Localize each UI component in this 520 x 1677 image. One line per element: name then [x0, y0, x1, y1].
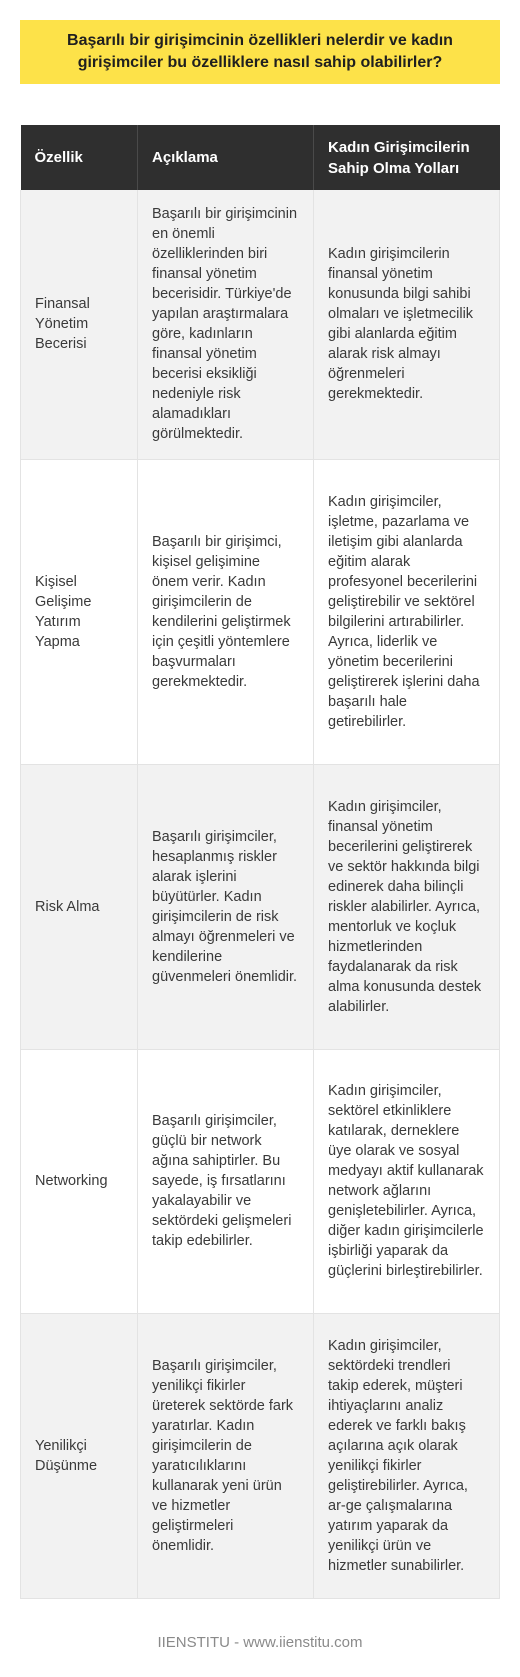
ways-cell: Kadın girişimciler, sektördeki trendleri takip ederek, müşteri ihtiyaçlarını analiz ederek ve farklı bakış açılarına açık olarak yenilikçi fikirler geliştirebilirler. Ayrıca, ar-ge çalışmalarına yatırım yaparak da yenilikçi ürün ve hizmetler sunabilirler. — [314, 1313, 500, 1598]
description-cell: Başarılı girişimciler, güçlü bir network ağına sahiptirler. Bu sayede, iş fırsatlarını yakalayabilir ve sektördeki gelişmeleri takip edebilirler. — [138, 1049, 314, 1313]
feature-cell: Kişisel Gelişime Yatırım Yapma — [21, 459, 138, 764]
feature-cell: Yenilikçi Düşünme — [21, 1313, 138, 1598]
feature-cell: Networking — [21, 1049, 138, 1313]
description-cell: Başarılı bir girişimci, kişisel gelişimine önem verir. Kadın girişimcilerin de kendilerini geliştirmek için çeşitli yöntemlere başvurmaları gerekmektedir. — [138, 459, 314, 764]
feature-cell: Finansal Yönetim Becerisi — [21, 190, 138, 459]
table-row — [21, 1049, 500, 1313]
table-row — [21, 764, 500, 1049]
ways-cell: Kadın girişimciler, finansal yönetim becerilerini geliştirerek ve sektör hakkında bilgi edinerek daha bilinçli riskler alabilirler. Ayrıca, mentorluk ve koçluk hizmetlerinden faydalanarak da risk alma konusunda destek alabilirler. — [314, 764, 500, 1049]
footer-credit: IIENSTITU - www.iienstitu.com — [157, 1634, 363, 1651]
ways-cell: Kadın girişimciler, sektörel etkinliklere katılarak, derneklere üye olarak ve sosyal medyayı aktif kullanarak network ağlarını genişletebilirler. Ayrıca, diğer kadın girişimcilerle işbirliği yaparak da güçlerini birleştirebilirler. — [314, 1049, 500, 1313]
column-header-ways: Kadın Girişimcilerin Sahip Olma Yolları — [314, 125, 500, 190]
description-cell: Başarılı girişimciler, yenilikçi fikirler üreterek sektörde fark yaratırlar. Kadın girişimcilerin de yaratıcılıklarını kullanarak yeni ürün ve hizmetler geliştirmeleri önemlidir. — [138, 1313, 314, 1598]
column-header-description: Açıklama — [138, 125, 314, 190]
feature-cell: Risk Alma — [21, 764, 138, 1049]
column-header-feature: Özellik — [21, 125, 138, 190]
description-cell: Başarılı girişimciler, hesaplanmış riskler alarak işlerini büyütürler. Kadın girişimcilerin de risk almayı öğrenmeleri ve kendilerine güvenmeleri önemlidir. — [138, 764, 314, 1049]
ways-cell: Kadın girişimciler, işletme, pazarlama ve iletişim gibi alanlarda eğitim alarak profesyonel becerilerini geliştirebilir ve sektörel bilgilerini artırabilirler. Ayrıca, liderlik ve yönetim becerilerini geliştirerek işlerini daha başarılı hale getirebilirler. — [314, 459, 500, 764]
table-row — [21, 190, 500, 459]
title-banner — [20, 20, 500, 84]
table-row — [21, 459, 500, 764]
table-row — [21, 1313, 500, 1598]
description-cell: Başarılı bir girişimcinin en önemli özelliklerinden biri finansal yönetim becerisidir. Türkiye'de yapılan araştırmalara göre, kadınların finansal yönetim becerisi eksikliği nedeniyle risk alamadıkları görülmektedir. — [138, 190, 314, 459]
table-header-row — [21, 125, 500, 190]
ways-cell: Kadın girişimcilerin finansal yönetim konusunda bilgi sahibi olmaları ve işletmecilik gibi alanlarda eğitim alarak risk almayı öğrenmeleri gerekmektedir. — [314, 190, 500, 459]
page-title: Başarılı bir girişimcinin özellikleri nelerdir ve kadın girişimciler bu özelliklere nasıl sahip olabilirler? — [67, 32, 453, 71]
features-table — [20, 125, 500, 1599]
